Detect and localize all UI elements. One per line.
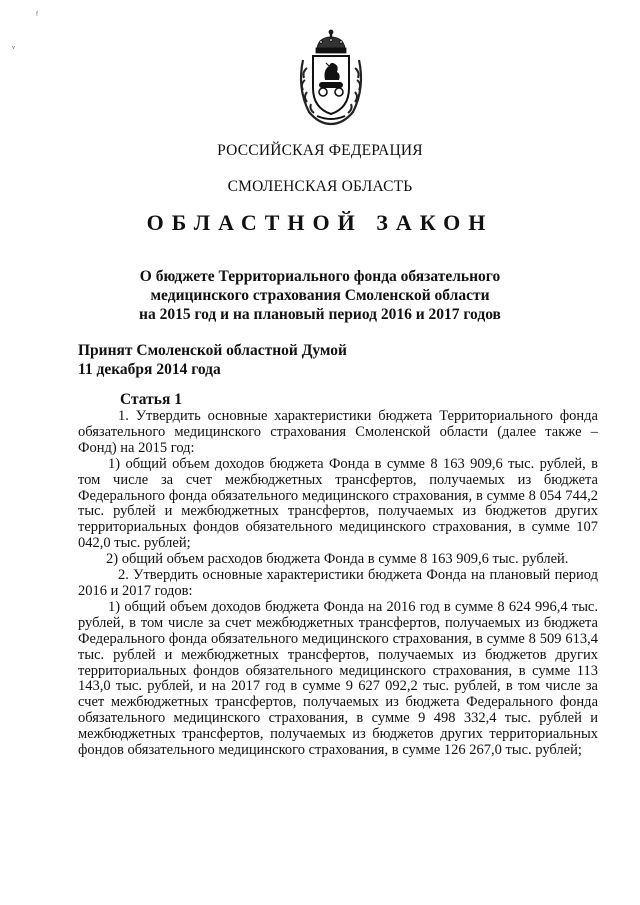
article-heading: Статья 1 — [120, 391, 182, 408]
paragraph: 2. Утвердить основные характеристики бюджета Фонда на плановый период 2016 и 2017 годов: — [78, 567, 598, 599]
smolensk-coat-of-arms-icon — [295, 28, 367, 126]
paragraph: 1) общий объем доходов бюджета Фонда на 2016 год в сумме 8 624 996,4 тыс. рублей, в том числе за счет межбюджетных трансфертов, получаемых из бюджета Федерального фонда обязательного медицинского страхования, в сумме 8 509 613,4 тыс. рублей и межбюджетных трансфертов, получаемых из бюджетов других территориальных фондов обязательного медицинского страхования, в сумме 113 143,0 тыс. рублей, и на 2017 год в сумме 9 627 092,2 тыс. рублей, в том числе за счет межбюджетных трансфертов, получаемых из бюджета Федерального фонда обязательного медицинского страхования, в сумме 9 498 332,4 тыс. рублей и межбюджетных трансфертов, получаемых из бюджетов других территориальных фондов обязательного медицинского страхования, в сумме 126 267,0 тыс. рублей; — [78, 598, 598, 759]
law-subject-line: О бюджете Территориального фонда обязательного — [139, 268, 501, 285]
adoption-info — [78, 341, 347, 379]
paragraph: 1) общий объем доходов бюджета Фонда в сумме 8 163 909,6 тыс. рублей, в том числе за счет межбюджетных трансфертов, получаемых из бюджета Федерального фонда обязательного медицинского страхования, в сумме 8 054 744,2 тыс. рублей и межбюджетных трансфертов, получаемых из бюджетов других территориальных фондов обязательного медицинского страхования, в сумме 107 042,0 тыс. рублей; — [78, 455, 598, 552]
scan-mark: ᵥ — [12, 40, 15, 51]
paragraph: 2) общий объем расходов бюджета Фонда в сумме 8 163 909,6 тыс. рублей. — [106, 551, 569, 568]
adoption-date: 11 декабря 2014 года — [78, 361, 221, 378]
document-type-title: ОБЛАСТНОЙ ЗАКОН — [146, 210, 494, 235]
law-subject-line: на 2015 год и на плановый период 2016 и 2017 годов — [139, 306, 501, 323]
adoption-body: Принят Смоленской областной Думой — [78, 342, 347, 359]
paragraph: 1. Утвердить основные характеристики бюджета Территориального фонда обязательного медицинского страхования Смоленской области (далее также – Фонд) на 2015 год: — [78, 408, 598, 456]
law-subject — [0, 267, 640, 324]
country-heading: РОССИЙСКАЯ ФЕДЕРАЦИЯ — [217, 142, 423, 159]
law-subject-line: медицинского страхования Смоленской области — [150, 287, 490, 304]
scan-mark: ᶠ — [36, 10, 39, 21]
region-heading: СМОЛЕНСКАЯ ОБЛАСТЬ — [227, 178, 413, 195]
article-body — [78, 409, 598, 759]
